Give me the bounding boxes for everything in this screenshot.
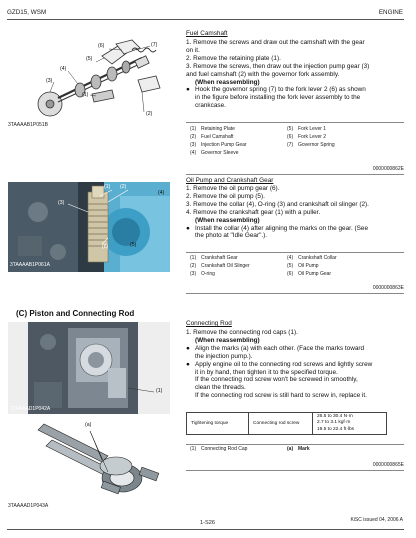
connecting-rod-cap-figure xyxy=(32,422,164,500)
step-line: 4. Remove the crankshaft gear (1) with a puller. xyxy=(186,208,321,216)
legend-num: (3) xyxy=(190,270,197,277)
legend-rule xyxy=(186,444,404,445)
step-line: 3. Remove the collar (4), O-ring (3) and crankshaft oil slinger (2). xyxy=(186,200,369,208)
step-line: 1. Remove the screws and draw out the camshaft with the gear xyxy=(186,39,365,46)
legend-num: (a) xyxy=(287,446,294,452)
legend-rule xyxy=(186,252,404,253)
legend-label: Oil Pump xyxy=(298,262,319,269)
legend-label: Governor Spring xyxy=(298,141,335,148)
bullet-line: crankcase. xyxy=(195,102,226,110)
bullet-line: in the figure before installing the fork lever assembly to the xyxy=(195,94,361,102)
section-rule xyxy=(186,174,404,175)
torque-value: 19.5 to 22.4 ft·lbs xyxy=(317,426,355,432)
bullet-line: If the connecting rod screw won't be screwed in smoothly, xyxy=(195,376,358,384)
legend-num: (2) xyxy=(190,133,197,140)
torque-table-wrapper xyxy=(186,412,387,435)
section-heading: (C) Piston and Connecting Rod xyxy=(16,309,135,318)
legend-num: (6) xyxy=(287,270,294,277)
bullet-text: Install the collar (4) after aligning the marks on the gear. (See xyxy=(195,224,368,232)
legend-label: Injection Pump Gear xyxy=(201,141,247,148)
callout-3: (3) xyxy=(46,78,53,84)
figure-caption: 3TAAAAB1P061A xyxy=(10,262,50,268)
callout-4: (4) xyxy=(60,66,67,72)
oil-pump-steps xyxy=(186,185,369,240)
bullet-icon: ● xyxy=(186,344,190,352)
issue-note: KiSC issued 04, 2006 A xyxy=(350,517,403,523)
connecting-rod-photo xyxy=(8,322,170,414)
callout-4: (4) xyxy=(158,190,165,196)
torque-item: Connecting rod screw xyxy=(249,413,313,435)
figure-caption: 3TAAAAD1P043A xyxy=(8,503,49,509)
legend-label: Retaining Plate xyxy=(201,126,235,132)
section-rule xyxy=(186,293,404,294)
figure-caption: 3TAAAAB1P051B xyxy=(8,122,48,128)
callout-7: (7) xyxy=(151,42,158,48)
legend-num: (7) xyxy=(287,141,294,148)
torque-value: 2.7 to 3.1 kgf·m xyxy=(317,420,351,426)
legend-num: (6) xyxy=(287,133,294,140)
section-title-fuel-camshaft: Fuel Camshaft xyxy=(186,30,228,37)
legend-label: Connecting Rod Cap xyxy=(201,446,248,452)
legend-num: (1) xyxy=(190,255,197,261)
header-left: GZD15, WSM xyxy=(7,9,47,16)
bullet-line: If the connecting rod screw is still hard to screw in, replace it. xyxy=(195,392,367,400)
callout-1: (1) xyxy=(156,388,163,394)
header-right: ENGINE xyxy=(378,9,403,16)
section-rule xyxy=(186,470,404,471)
bullet-line xyxy=(186,361,372,369)
legend-grid xyxy=(190,126,378,158)
step-line: and fuel camshaft (2) with the governor fork assembly. xyxy=(186,70,340,78)
reassembling-label: (When reassembling) xyxy=(195,78,260,86)
step-line: 1. Remove the oil pump gear (6). xyxy=(186,185,280,192)
connecting-rod-steps xyxy=(186,329,372,400)
legend-label: Governor Sleeve xyxy=(201,149,239,156)
callout-6: (6) xyxy=(102,244,109,250)
figure-caption: 3TAAAAD1P042A xyxy=(10,406,51,412)
bullet-icon: ● xyxy=(186,224,190,232)
legend-num: (5) xyxy=(287,262,294,269)
bullet-line: the photo at "Idle Gear".). xyxy=(195,232,268,240)
fuel-camshaft-legend xyxy=(190,126,378,158)
bullet-line xyxy=(186,225,369,233)
callout-2: (2) xyxy=(146,111,153,117)
legend-label: Fork Lever 2 xyxy=(298,133,327,140)
legend-grid xyxy=(190,446,378,454)
torque-value: 26.5 to 30.4 N·m xyxy=(317,414,353,419)
legend-label: Fuel Camshaft xyxy=(201,133,234,140)
section-title-oil-pump: Oil Pump and Crankshaft Gear xyxy=(186,177,274,184)
bullet-line xyxy=(186,345,372,353)
step-line: 2. Remove the oil pump (5). xyxy=(186,192,265,200)
connecting-rod-legend xyxy=(190,446,378,454)
footer-rule xyxy=(7,529,404,530)
legend-num: (3) xyxy=(190,141,197,148)
step-line: 3. Remove the screws, then draw out the injection pump gear (3) xyxy=(186,62,370,70)
legend-label: Fork Lever 1 xyxy=(298,126,327,132)
page-number: 1-S26 xyxy=(200,520,215,526)
legend-label: Crankshaft Gear xyxy=(201,255,238,261)
section-code: 0000000862E xyxy=(372,166,404,172)
bullet-text: Hook the governor spring (7) to the fork lever 2 (6) as shown xyxy=(195,86,366,94)
reassembling-label: (When reassembling) xyxy=(195,216,260,224)
bullet-line: the injection pump.). xyxy=(195,352,253,360)
callout-6: (6) xyxy=(98,43,105,49)
callout-2: (2) xyxy=(120,184,127,190)
bullet-text: Apply engine oil to the connecting rod screws and lightly screw xyxy=(195,360,373,368)
callout-1: (1) xyxy=(82,92,89,98)
legend-grid xyxy=(190,255,378,279)
callout-1: (1) xyxy=(104,184,111,190)
bullet-line: it in by hand, then tighten it to the specified torque. xyxy=(195,368,338,376)
step-line: on it. xyxy=(186,46,200,54)
bullet-line xyxy=(186,86,369,94)
legend-num: (2) xyxy=(190,262,197,269)
callout-5: (5) xyxy=(130,242,137,248)
section-code: 0000000865E xyxy=(372,462,404,468)
legend-label: Mark xyxy=(298,446,310,452)
torque-label: Tightening torque xyxy=(187,413,249,435)
bullet-text: Align the marks (a) with each other. (Face the marks toward xyxy=(195,344,365,352)
bullet-line: clean the threads. xyxy=(195,384,246,392)
torque-table xyxy=(186,412,387,435)
legend-num: (1) xyxy=(190,126,197,132)
bullet-icon: ● xyxy=(186,86,190,94)
section-title-connecting-rod: Connecting Rod xyxy=(186,320,232,327)
fuel-camshaft-figure xyxy=(32,36,170,120)
header-rule xyxy=(7,19,404,20)
legend-num: (4) xyxy=(287,255,294,261)
callout-3: (3) xyxy=(58,200,65,206)
oil-pump-photo xyxy=(8,182,170,272)
legend-rule xyxy=(186,122,404,123)
legend-num: (1) xyxy=(190,446,197,452)
legend-label: O-ring xyxy=(201,270,215,277)
callout-a: (a) xyxy=(85,422,92,428)
callout-5: (5) xyxy=(86,56,93,62)
step-line: 2. Remove the retaining plate (1). xyxy=(186,54,281,62)
legend-label: Crankshaft Oil Slinger xyxy=(201,262,250,269)
legend-label: Oil Pump Gear xyxy=(298,270,332,277)
section-code: 0000000863E xyxy=(372,285,404,291)
bullet-icon: ● xyxy=(186,360,190,368)
fuel-camshaft-steps xyxy=(186,39,369,110)
legend-num: (4) xyxy=(190,149,197,156)
oil-pump-legend xyxy=(190,255,378,279)
legend-num: (5) xyxy=(287,126,294,132)
legend-label: Crankshaft Collar xyxy=(298,255,337,261)
step-line: 1. Remove the connecting rod caps (1). xyxy=(186,329,298,336)
reassembling-label: (When reassembling) xyxy=(195,336,260,344)
torque-values xyxy=(313,413,387,435)
